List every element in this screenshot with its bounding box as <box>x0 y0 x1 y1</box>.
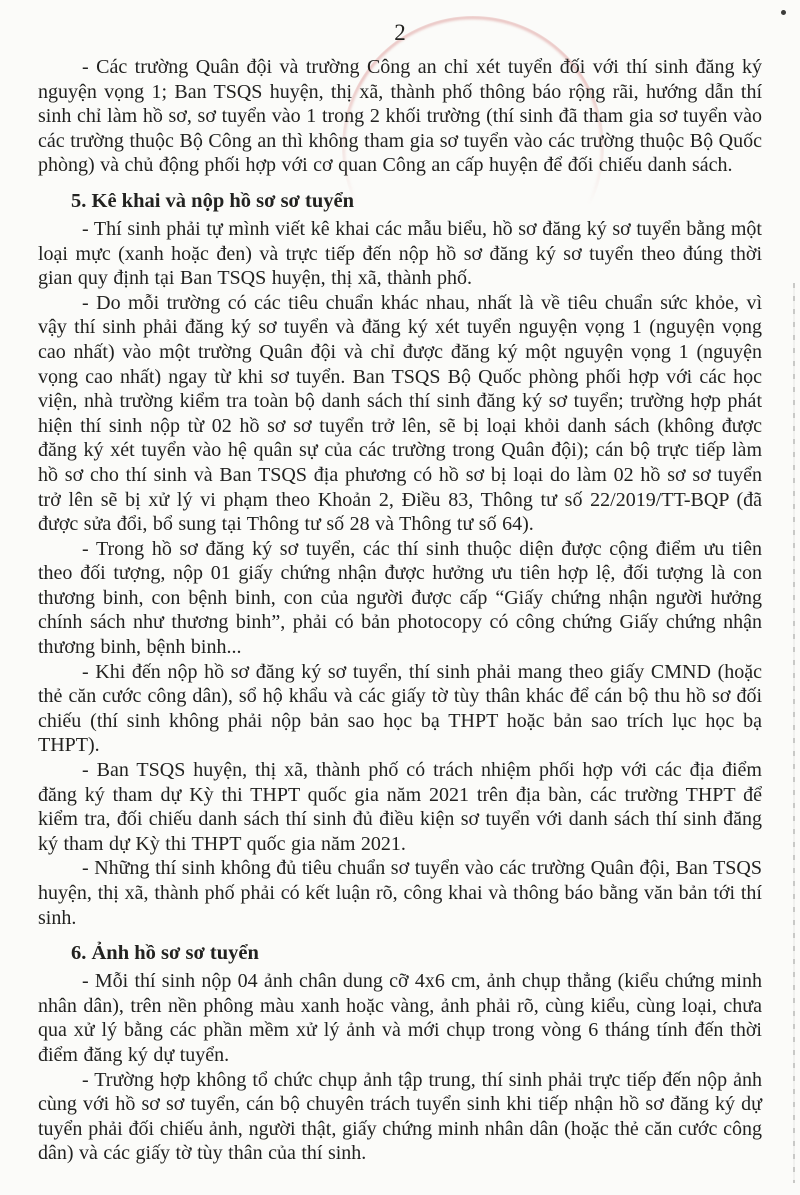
scan-speck <box>781 10 786 15</box>
paragraph-schools-notice: - Các trường Quân đội và trường Công an chỉ xét tuyển đối với thí sinh đăng ký nguyện vọng 1; Ban TSQS huyện, thị xã, thành phố thông báo rộng rãi, hướng dẫn thí sinh chỉ làm hồ sơ, sơ tuyển vào 1 trong 2 khối trường (thí sinh đã tham gia sơ tuyển vào các trường thuộc Bộ Công an thì không tham gia sơ tuyển vào các trường thuộc Bộ Quốc phòng) và chủ động phối hợp với cơ quan Công an cấp huyện để đối chiếu danh sách. <box>38 56 762 177</box>
section-heading-6: 6. Ảnh hồ sơ sơ tuyển <box>71 942 259 965</box>
paragraph-photo-submission: - Trường hợp không tổ chức chụp ảnh tập trung, thí sinh phải trực tiếp đến nộp ảnh cùng với hồ sơ sơ tuyển, cán bộ chuyên trách tuyển sinh khi tiếp nhận hồ sơ đăng ký dự tuyển phải đối chiếu ảnh, người thật, giấy chứng minh nhân dân (hoặc thẻ căn cước công dân) và các giấy tờ tùy thân của thí sinh. <box>38 1068 762 1165</box>
document-body <box>38 20 762 1166</box>
paragraph-unqualified-notice: - Những thí sinh không đủ tiêu chuẩn sơ tuyển vào các trường Quân đội, Ban TSQS huyện, thị xã, thành phố phải có kết luận rõ, công khai và thông báo bằng văn bản tới thí sinh. <box>38 857 762 929</box>
paragraph-self-declaration: - Thí sinh phải tự mình viết kê khai các mẫu biểu, hồ sơ đăng ký sơ tuyển bằng một loại mực (xanh hoặc đen) và trực tiếp đến nộp hồ sơ đăng ký sơ tuyển theo đúng thời gian quy định tại Ban TSQS huyện, thị xã, thành phố. <box>38 217 762 290</box>
paragraph-id-documents: - Khi đến nộp hồ sơ đăng ký sơ tuyển, thí sinh phải mang theo giấy CMND (hoặc thẻ căn cước công dân), sổ hộ khẩu và các giấy tờ tùy thân khác để cán bộ thu hồ sơ đối chiếu (thí sinh không phải nộp bản sao học bạ THPT hoặc bản sao trích lục học bạ THPT). <box>38 660 762 757</box>
scan-artifact-line <box>793 283 795 1183</box>
paragraph-standards-registration: - Do mỗi trường có các tiêu chuẩn khác nhau, nhất là về tiêu chuẩn sức khỏe, vì vậy thí sinh phải đăng ký sơ tuyển và đăng ký xét tuyển nguyện vọng 1 (nguyện vọng cao nhất) vào một trường Quân đội và chỉ được đăng ký một nguyện vọng 1 (nguyện vọng cao nhất) ngay từ khi sơ tuyển. Ban TSQS Bộ Quốc phòng phối hợp với các học viện, nhà trường kiểm tra toàn bộ danh sách thí sinh đăng ký sơ tuyển; trường hợp phát hiện thí sinh nộp từ 02 hồ sơ sơ tuyển trở lên, sẽ bị loại khỏi danh sách (không được đăng ký xét tuyển vào hệ quân sự của các trường trong Quân đội); cán bộ trực tiếp làm hồ sơ cho thí sinh và Ban TSQS địa phương có hồ sơ bị loại do làm 02 hồ sơ sơ tuyển trở lên sẽ bị xử lý vi phạm theo Khoản 2, Điều 83, Thông tư số 22/2019/TT-BQP (đã được sửa đổi, bổ sung tại Thông tư số 28 và Thông tư số 64). <box>38 291 762 536</box>
page-number: 2 <box>394 20 406 45</box>
paragraph-priority-certificates: - Trong hồ sơ đăng ký sơ tuyển, các thí sinh thuộc diện được cộng điểm ưu tiên theo đối tượng, nộp 01 giấy chứng nhận được hưởng ưu tiên hợp lệ, đối tượng là con thương binh, con bệnh binh, con của người được cấp “Giấy chứng nhận người hưởng chính sách như thương binh”, phải có bản photocopy có công chứng Giấy chứng nhận thương binh, bệnh binh... <box>38 537 762 659</box>
section-heading-5: 5. Kê khai và nộp hồ sơ sơ tuyển <box>71 189 355 212</box>
paragraph-photo-requirements: - Mỗi thí sinh nộp 04 ảnh chân dung cỡ 4x6 cm, ảnh chụp thẳng (kiểu chứng minh nhân dân), trên nền phông màu xanh hoặc vàng, ảnh phải rõ, cùng kiểu, cùng loại, chưa qua xử lý bằng các phần mềm xử lý ảnh và mới chụp trong vòng 6 tháng tính đến thời điểm đăng ký dự tuyển. <box>38 970 762 1066</box>
paragraph-tsqs-coordination: - Ban TSQS huyện, thị xã, thành phố có trách nhiệm phối hợp với các địa điểm đăng ký tham dự Kỳ thi THPT quốc gia năm 2021 trên địa bàn, các trường THPT để kiểm tra, đối chiếu danh sách thí sinh đủ điều kiện sơ tuyển với danh sách thí sinh đăng ký tham dự Kỳ thi THPT quốc gia năm 2021. <box>38 759 762 855</box>
